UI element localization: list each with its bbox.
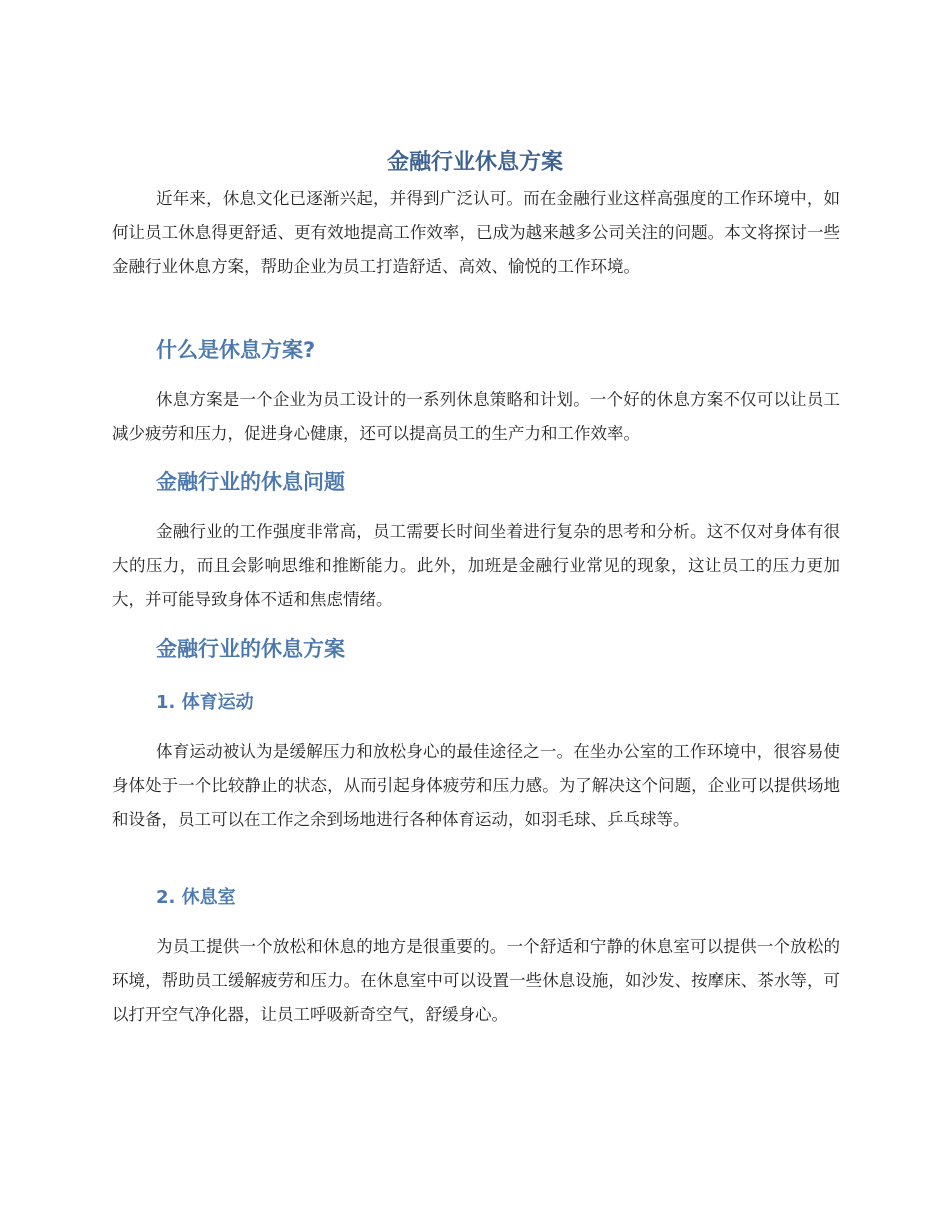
section-body-finance-rest-problems: 金融行业的工作强度非常高，员工需要长时间坐着进行复杂的思考和分析。这不仅对身体有很大的压力，而且会影响思维和推断能力。此外，加班是金融行业常见的现象，这让员工的压力更加大，并可能导致身体不适和焦虑情绪。 <box>112 522 840 609</box>
subsection-body-sports: 体育运动被认为是缓解压力和放松身心的最佳途径之一。在坐办公室的工作环境中，很容易使身体处于一个比较静止的状态，从而引起身体疲劳和压力感。为了解决这个问题，企业可以提供场地和设备，员工可以在工作之余到场地进行各种体育运动，如羽毛球、乒乓球等。 <box>112 742 840 829</box>
section-heading-what-is-rest-plan: 什么是休息方案? <box>156 338 316 362</box>
section-heading-finance-rest-plans: 金融行业的休息方案 <box>156 637 345 661</box>
subsection-heading-sports: 1. 体育运动 <box>156 692 254 713</box>
section-body-what-is-rest-plan: 休息方案是一个企业为员工设计的一系列休息策略和计划。一个好的休息方案不仅可以让员工减少疲劳和压力，促进身心健康，还可以提高员工的生产力和工作效率。 <box>112 390 840 443</box>
document-title: 金融行业休息方案 <box>386 150 563 175</box>
subsection-heading-rest-room: 2. 休息室 <box>156 887 236 908</box>
intro-paragraph: 近年来，休息文化已逐渐兴起，并得到广泛认可。而在金融行业这样高强度的工作环境中，如何让员工休息得更舒适、更有效地提高工作效率，已成为越来越多公司关注的问题。本文将探讨一些金融行业休息方案，帮助企业为员工打造舒适、高效、愉悦的工作环境。 <box>112 189 840 276</box>
subsection-body-rest-room: 为员工提供一个放松和休息的地方是很重要的。一个舒适和宁静的休息室可以提供一个放松的环境，帮助员工缓解疲劳和压力。在休息室中可以设置一些休息设施，如沙发、按摩床、茶水等，可以打开空气净化器，让员工呼吸新奇空气，舒缓身心。 <box>112 937 840 1024</box>
section-heading-finance-rest-problems: 金融行业的休息问题 <box>156 470 345 494</box>
